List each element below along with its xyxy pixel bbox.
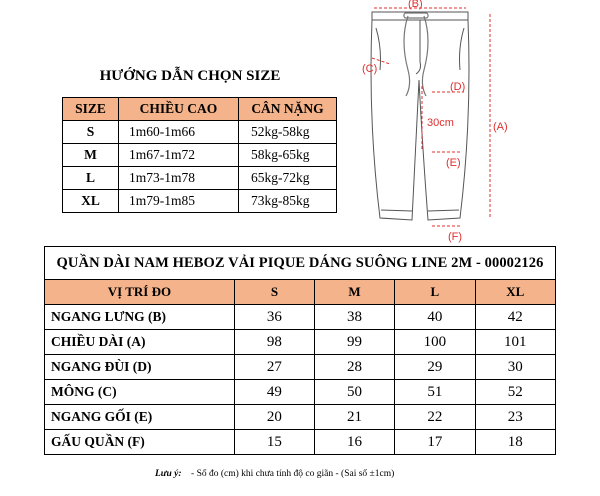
- size-header: SIZE: [63, 98, 119, 121]
- value-cell: 36: [234, 305, 314, 330]
- size-m-header: M: [314, 280, 394, 305]
- weight-header: CÂN NẶNG: [239, 98, 337, 121]
- value-cell: 21: [314, 405, 394, 430]
- value-cell: 28: [314, 355, 394, 380]
- height-cell: 1m73-1m78: [119, 167, 239, 190]
- value-cell: 42: [475, 305, 555, 330]
- value-cell: 38: [314, 305, 394, 330]
- weight-cell: 58kg-65kg: [239, 144, 337, 167]
- position-cell: CHIỀU DÀI (A): [45, 330, 235, 355]
- size-guide-row: [63, 190, 337, 213]
- measurement-row: [45, 355, 556, 380]
- drawstring: [404, 13, 428, 96]
- value-cell: 30: [475, 355, 555, 380]
- measurement-row: [45, 430, 556, 455]
- footnote-text: - Số đo (cm) khi chưa tính độ co giãn - (Sai số ±1cm): [191, 469, 395, 479]
- size-guide-table: [62, 97, 337, 213]
- measurement-title-row: [45, 247, 556, 280]
- size-guide-title: HƯỚNG DẪN CHỌN SIZE: [99, 68, 281, 84]
- label-f: (F): [448, 231, 463, 243]
- label-inseam: 30cm: [427, 117, 454, 129]
- size-guide-row: [63, 167, 337, 190]
- position-header: VỊ TRÍ ĐO: [45, 280, 235, 305]
- size-guide-row: [63, 144, 337, 167]
- measurement-row: [45, 330, 556, 355]
- value-cell: 15: [234, 430, 314, 455]
- measurement-header-row: [45, 280, 556, 305]
- weight-cell: 73kg-85kg: [239, 190, 337, 213]
- size-guide-row: [63, 121, 337, 144]
- label-c: (C): [362, 63, 378, 75]
- value-cell: 18: [475, 430, 555, 455]
- height-cell: 1m79-1m85: [119, 190, 239, 213]
- size-cell: L: [63, 167, 119, 190]
- value-cell: 23: [475, 405, 555, 430]
- value-cell: 50: [314, 380, 394, 405]
- value-cell: 40: [395, 305, 475, 330]
- value-cell: 27: [234, 355, 314, 380]
- value-cell: 101: [475, 330, 555, 355]
- position-cell: NGANG LƯNG (B): [45, 305, 235, 330]
- label-d: (D): [450, 81, 466, 93]
- value-cell: 22: [395, 405, 475, 430]
- label-e: (E): [446, 157, 461, 169]
- value-cell: 16: [314, 430, 394, 455]
- position-cell: NGANG ĐÙI (D): [45, 355, 235, 380]
- label-a: (A): [493, 121, 508, 133]
- product-title: QUẦN DÀI NAM HEBOZ VẢI PIQUE DÁNG SUÔNG LINE 2M - 00002126: [45, 247, 556, 280]
- value-cell: 49: [234, 380, 314, 405]
- footnote-label: Lưu ý:: [155, 469, 182, 479]
- value-cell: 17: [395, 430, 475, 455]
- value-cell: 98: [234, 330, 314, 355]
- position-cell: NGANG GỐI (E): [45, 405, 235, 430]
- value-cell: 52: [475, 380, 555, 405]
- weight-cell: 65kg-72kg: [239, 167, 337, 190]
- height-header: CHIỀU CAO: [119, 98, 239, 121]
- size-xl-header: XL: [475, 280, 555, 305]
- position-cell: MÔNG (C): [45, 380, 235, 405]
- position-cell: GẤU QUẦN (F): [45, 430, 235, 455]
- height-cell: 1m67-1m72: [119, 144, 239, 167]
- measurement-row: [45, 305, 556, 330]
- value-cell: 20: [234, 405, 314, 430]
- height-cell: 1m60-1m66: [119, 121, 239, 144]
- size-guide-header-row: [63, 98, 337, 121]
- size-l-header: L: [395, 280, 475, 305]
- size-cell: M: [63, 144, 119, 167]
- size-cell: XL: [63, 190, 119, 213]
- measurement-row: [45, 405, 556, 430]
- measurement-table: [44, 246, 556, 455]
- weight-cell: 52kg-58kg: [239, 121, 337, 144]
- size-cell: S: [63, 121, 119, 144]
- label-b: (B): [408, 0, 423, 10]
- value-cell: 29: [395, 355, 475, 380]
- footnote: [155, 469, 394, 479]
- pants-measurement-diagram: [360, 0, 525, 245]
- pants-outline: [371, 12, 469, 220]
- value-cell: 51: [395, 380, 475, 405]
- measurement-row: [45, 380, 556, 405]
- value-cell: 100: [395, 330, 475, 355]
- size-s-header: S: [234, 280, 314, 305]
- value-cell: 99: [314, 330, 394, 355]
